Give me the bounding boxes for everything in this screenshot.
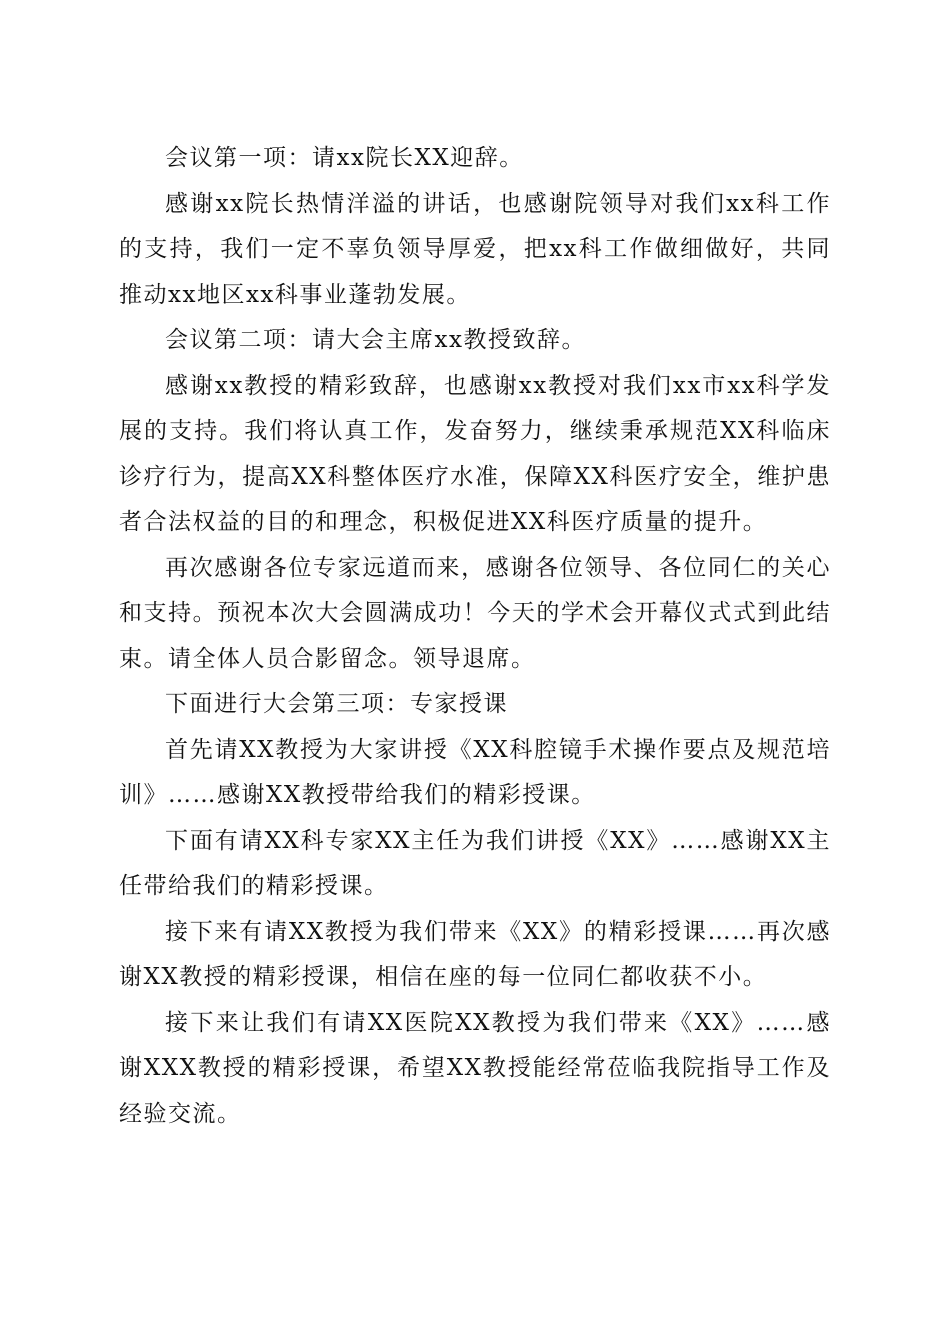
paragraph-thanks-dean: 感谢xx院长热情洋溢的讲话，也感谢院领导对我们xx科工作的支持，我们一定不辜负领导厚爱，把xx科工作做细做好，共同推动xx地区xx科事业蓬勃发展。 (119, 190, 831, 308)
paragraph-thanks-chairman: 感谢xx教授的精彩致辞，也感谢xx教授对我们xx市xx科学发展的支持。我们将认真工作，发奋努力，继续秉承规范XX科临床诊疗行为，提高XX科整体医疗水准，保障XX科医疗安全，维护患者合法权益的目的和理念，积极促进XX科医疗质量的提升。 (119, 372, 831, 535)
paragraph-agenda-item-2: 会议第二项：请大会主席xx教授致辞。 (165, 327, 586, 353)
paragraph-agenda-item-3: 下面进行大会第三项：专家授课 (165, 691, 508, 717)
paragraph-lecture-3: 接下来有请XX教授为我们带来《XX》的精彩授课……再次感谢XX教授的精彩授课，相信在座的每一位同仁都收获不小。 (119, 918, 831, 990)
paragraph-agenda-item-1: 会议第一项：请xx院长XX迎辞。 (165, 145, 524, 171)
paragraph-lecture-1: 首先请XX教授为大家讲授《XX科腔镜手术操作要点及规范培训》……感谢XX教授带给我们的精彩授课。 (119, 736, 831, 808)
paragraph-lecture-2: 下面有请XX科专家XX主任为我们讲授《XX》……感谢XX主任带给我们的精彩授课。 (119, 827, 831, 899)
document-body (119, 136, 831, 1137)
paragraph-lecture-4: 接下来让我们有请XX医院XX教授为我们带来《XX》……感谢XXX教授的精彩授课，希望XX教授能经常莅临我院指导工作及经验交流。 (119, 1009, 831, 1127)
paragraph-closing-ceremony: 再次感谢各位专家远道而来，感谢各位领导、各位同仁的关心和支持。预祝本次大会圆满成功！今天的学术会开幕仪式式到此结束。请全体人员合影留念。领导退席。 (119, 554, 831, 672)
